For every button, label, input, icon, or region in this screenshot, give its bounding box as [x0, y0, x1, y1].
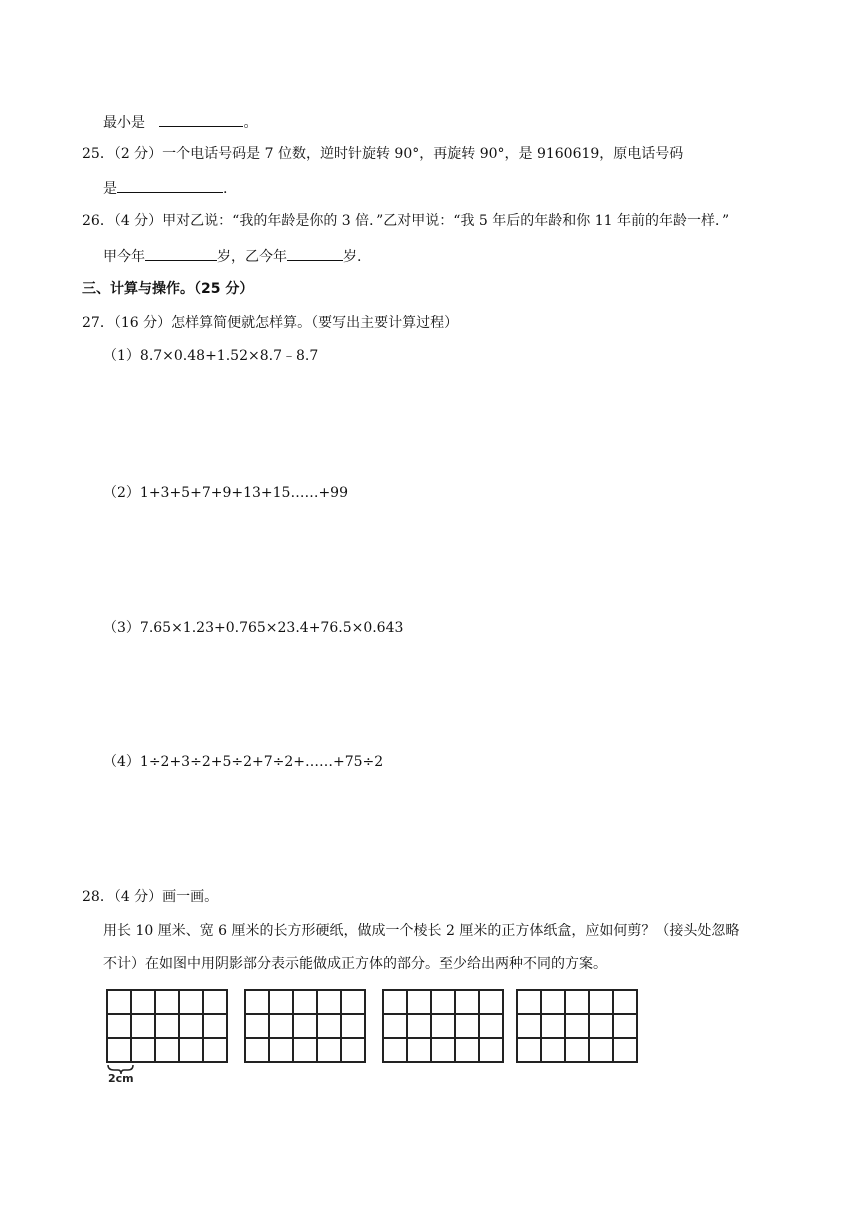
grid-cell[interactable] — [565, 1014, 589, 1038]
grid-cell[interactable] — [431, 1014, 455, 1038]
grid-cell[interactable] — [407, 1038, 431, 1062]
q25-line1: 25．（2 分）一个电话号码是 7 位数，逆时针旋转 90°，再旋转 90°，是 9160619，原电话号码 — [82, 146, 684, 162]
grid-cell[interactable] — [245, 990, 269, 1014]
grid-cell[interactable] — [613, 1038, 637, 1062]
grid-cell[interactable] — [245, 1038, 269, 1062]
q25-answer-blank[interactable] — [117, 178, 223, 193]
grid-cell[interactable] — [107, 1014, 131, 1038]
q26-line2 — [103, 246, 361, 266]
q26-label-b: 岁，乙今年 — [217, 249, 287, 265]
grid-cell[interactable] — [479, 1014, 503, 1038]
grid-cell[interactable] — [455, 990, 479, 1014]
grid-cell[interactable] — [155, 990, 179, 1014]
q24-tail — [103, 112, 257, 132]
grid-cell[interactable] — [613, 990, 637, 1014]
grid-cell[interactable] — [131, 990, 155, 1014]
grid-cell[interactable] — [479, 1038, 503, 1062]
grid-cell[interactable] — [269, 1014, 293, 1038]
q24-suffix: 。 — [243, 115, 258, 131]
grid-cell[interactable] — [293, 1038, 317, 1062]
grid-cell[interactable] — [589, 990, 613, 1014]
q27-item-2: （2）1+3+5+7+9+13+15……+99 — [103, 485, 348, 501]
grid-cell[interactable] — [107, 1038, 131, 1062]
grid-cell[interactable] — [383, 990, 407, 1014]
grid-cell[interactable] — [203, 1038, 227, 1062]
section-title: 三、计算与操作。（25 分） — [82, 281, 254, 297]
q24-answer-blank[interactable] — [159, 112, 243, 127]
grid-cell[interactable] — [341, 1038, 365, 1062]
grid-cell[interactable] — [431, 1038, 455, 1062]
cube-net-grid-2[interactable] — [244, 989, 366, 1063]
grid-cell[interactable] — [565, 990, 589, 1014]
grid-cell[interactable] — [383, 1038, 407, 1062]
grid-cell[interactable] — [317, 1038, 341, 1062]
grid-cell[interactable] — [455, 1014, 479, 1038]
grid-cell[interactable] — [541, 1038, 565, 1062]
q26-label-c: 岁. — [343, 249, 362, 265]
q28-title: 28．（4 分）画一画。 — [82, 889, 219, 905]
q26-label-a: 甲今年 — [103, 249, 145, 265]
grid-cell[interactable] — [269, 1038, 293, 1062]
grid-cell[interactable] — [131, 1038, 155, 1062]
grid-cell[interactable] — [341, 990, 365, 1014]
cube-net-grid-4[interactable] — [516, 989, 638, 1063]
grid-cell[interactable] — [293, 1014, 317, 1038]
grid-cell[interactable] — [565, 1038, 589, 1062]
grid-cell[interactable] — [179, 1014, 203, 1038]
q28-line2: 不计）在如图中用阴影部分表示能做成正方体的部分。至少给出两种不同的方案。 — [103, 956, 607, 972]
grid-cell[interactable] — [517, 1014, 541, 1038]
grid-cell[interactable] — [517, 990, 541, 1014]
grid-cell[interactable] — [179, 990, 203, 1014]
grid-cell[interactable] — [107, 990, 131, 1014]
grid-cell[interactable] — [589, 1038, 613, 1062]
q26-blank-yi[interactable] — [287, 246, 343, 261]
grid-cell[interactable] — [407, 1014, 431, 1038]
grid-cell[interactable] — [269, 990, 293, 1014]
grid-cell[interactable] — [203, 1014, 227, 1038]
grid-cell[interactable] — [479, 990, 503, 1014]
grid-cell[interactable] — [179, 1038, 203, 1062]
q27-title: 27．（16 分）怎样算简便就怎样算。（要写出主要计算过程） — [82, 315, 459, 331]
grid-cell[interactable] — [155, 1014, 179, 1038]
q25-line2 — [103, 178, 227, 198]
grid-cell[interactable] — [317, 1014, 341, 1038]
q28-line1: 用长 10 厘米、宽 6 厘米的长方形硬纸，做成一个棱长 2 厘米的正方体纸盒，应如何剪？（接头处忽略 — [103, 923, 740, 939]
grid-scale-label: 2cm — [108, 1072, 134, 1085]
grid-cell[interactable] — [131, 1014, 155, 1038]
grid-cell[interactable] — [589, 1014, 613, 1038]
q25-suffix: . — [223, 181, 228, 197]
grid-cell[interactable] — [407, 990, 431, 1014]
q27-item-3: （3）7.65×1.23+0.765×23.4+76.5×0.643 — [103, 620, 404, 636]
grid-cell[interactable] — [317, 990, 341, 1014]
q27-item-4: （4）1÷2+3÷2+5÷2+7÷2+……+75÷2 — [103, 754, 384, 770]
grid-cell[interactable] — [341, 1014, 365, 1038]
cube-net-grid-1[interactable] — [106, 989, 228, 1063]
grid-cell[interactable] — [293, 990, 317, 1014]
grid-cell[interactable] — [431, 990, 455, 1014]
grid-cell[interactable] — [383, 1014, 407, 1038]
q26-line1: 26．（4 分）甲对乙说：“我的年龄是你的 3 倍．”乙对甲说：“我 5 年后的年龄和你 11 年前的年龄一样．” — [82, 213, 730, 229]
cube-net-grid-3[interactable] — [382, 989, 504, 1063]
q26-blank-jia[interactable] — [145, 246, 217, 261]
grid-cell[interactable] — [155, 1038, 179, 1062]
grid-cell[interactable] — [541, 1014, 565, 1038]
grid-cell[interactable] — [613, 1014, 637, 1038]
q24-prefix: 最小是 — [103, 115, 145, 131]
q25-prefix: 是 — [103, 181, 117, 197]
q27-item-1: （1）8.7×0.48+1.52×8.7﹣8.7 — [103, 348, 319, 364]
grid-cell[interactable] — [455, 1038, 479, 1062]
grid-cell[interactable] — [541, 990, 565, 1014]
grid-cell[interactable] — [245, 1014, 269, 1038]
grid-cell[interactable] — [517, 1038, 541, 1062]
grid-cell[interactable] — [203, 990, 227, 1014]
